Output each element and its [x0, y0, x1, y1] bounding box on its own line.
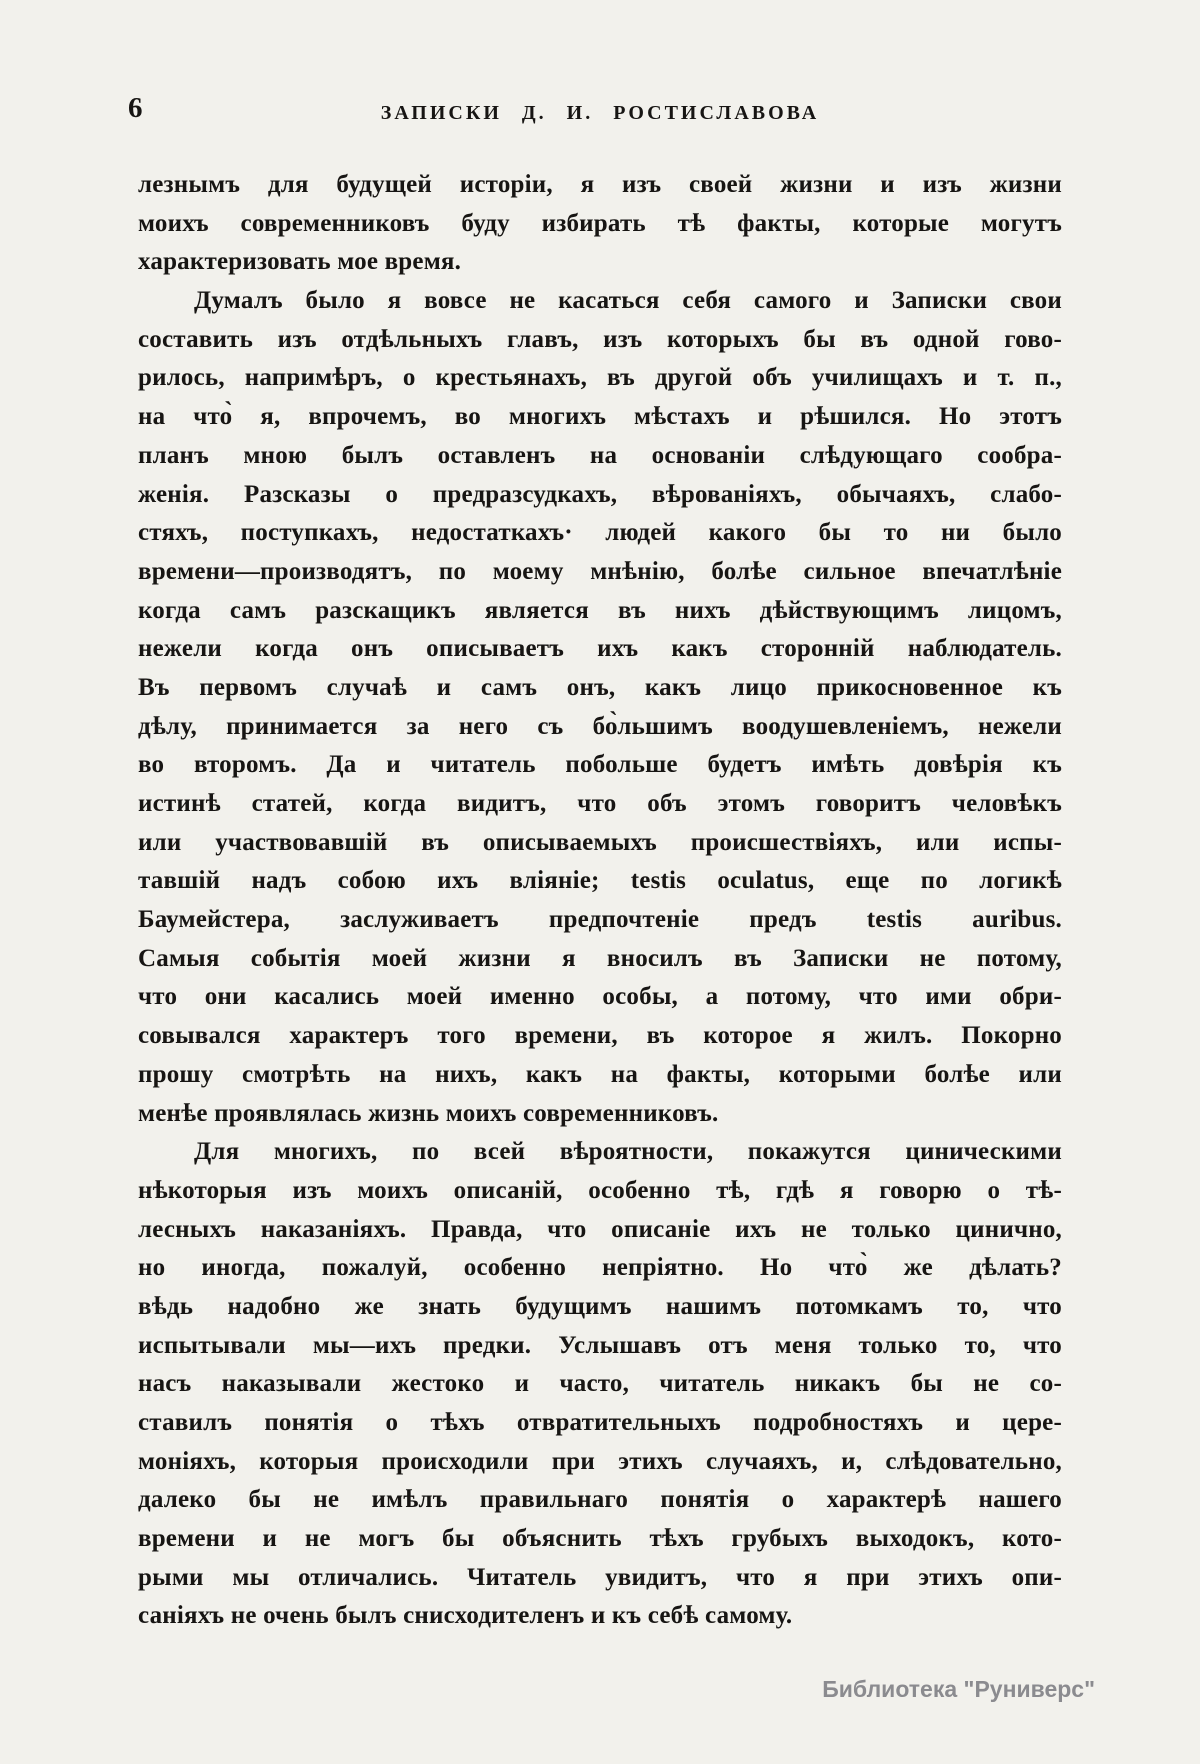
text-line: вѣдь надобно же знать будущимъ нашимъ потомкамъ то, что	[138, 1292, 1062, 1320]
text-line: дѣлу, принимается за него съ бо̀льшимъ воодушевленіемъ, нежели	[138, 712, 1062, 740]
text-line: во второмъ. Да и читатель побольше будетъ имѣть довѣрія къ	[138, 751, 1062, 779]
text-line: рилось, напримѣръ, о крестьянахъ, въ другой объ училищахъ и т. п.,	[138, 364, 1062, 392]
text-line: менѣе проявлялась жизнь моихъ современниковъ.	[138, 1099, 719, 1127]
text-line: прошу смотрѣть на нихъ, какъ на факты, которыми болѣе или	[138, 1060, 1062, 1088]
text-line: моихъ современниковъ буду избирать тѣ факты, которые могутъ	[138, 209, 1062, 237]
text-line: совывался характеръ того времени, въ которое я жилъ. Покорно	[138, 1022, 1062, 1050]
text-line: времени—производятъ, по моему мнѣнію, болѣе сильное впечатлѣніе	[138, 557, 1062, 585]
text-line: стяхъ, поступкахъ, недостаткахъ· людей какого бы то ни было	[138, 519, 1062, 547]
text-line: далеко бы не имѣлъ правильнаго понятія о характерѣ нашего	[138, 1486, 1062, 1514]
text-line: когда самъ разскащикъ является въ нихъ дѣйствующимъ лицомъ,	[138, 596, 1062, 624]
text-line: характеризовать мое время.	[138, 248, 462, 276]
text-line: на что̀ я, впрочемъ, во многихъ мѣстахъ и рѣшился. Но этотъ	[138, 403, 1062, 431]
text-line: саніяхъ не очень былъ снисходителенъ и къ себѣ самому.	[138, 1602, 793, 1630]
text-line: что они касались моей именно особы, а потому, что ими обри-	[138, 983, 1062, 1011]
text-line: Въ первомъ случаѣ и самъ онъ, какъ лицо прикосновенное къ	[138, 673, 1062, 701]
text-line: нежели когда онъ описываетъ ихъ какъ сторонній наблюдатель.	[138, 635, 1062, 663]
text-line: рыми мы отличались. Читатель увидитъ, что я при этихъ опи-	[138, 1563, 1062, 1591]
text-line: Думалъ было я вовсе не касаться себя самого и Записки свои	[194, 287, 1062, 315]
text-line: или участвовавшій въ описываемыхъ происшествіяхъ, или испы-	[138, 828, 1062, 856]
text-line: тавшій надъ собою ихъ вліяніе; testis oculatus, еще по логикѣ	[138, 867, 1062, 895]
text-line: Для многихъ, по всей вѣроятности, покажутся циническими	[194, 1138, 1062, 1166]
text-line: нѣкоторыя изъ моихъ описаній, особенно тѣ, гдѣ я говорю о тѣ-	[138, 1176, 1062, 1204]
text-line: моніяхъ, которыя происходили при этихъ случаяхъ, и, слѣдовательно,	[138, 1447, 1062, 1475]
page-number: 6	[128, 92, 143, 124]
text-line: насъ наказывали жестоко и часто, читатель никакъ бы не со-	[138, 1370, 1062, 1398]
text-line: но иногда, пожалуй, особенно непріятно. Но что̀ же дѣлать?	[138, 1254, 1062, 1282]
text-line: лезнымъ для будущей исторіи, я изъ своей жизни и изъ жизни	[138, 171, 1062, 198]
body-text	[138, 166, 1062, 1636]
text-line: женія. Разсказы о предразсудкахъ, вѣрованіяхъ, обычаяхъ, слабо-	[138, 480, 1062, 508]
text-line: истинѣ статей, когда видитъ, что объ этомъ говоритъ человѣкъ	[138, 790, 1062, 817]
text-line: составить изъ отдѣльныхъ главъ, изъ которыхъ бы въ одной гово-	[138, 325, 1062, 353]
text-line: Самыя событія моей жизни я вносилъ въ Записки не потому,	[138, 944, 1062, 972]
text-line: времени и не могъ бы объяснить тѣхъ грубыхъ выходокъ, кото-	[138, 1525, 1062, 1553]
text-line: ставилъ понятія о тѣхъ отвратительныхъ подробностяхъ и цере-	[138, 1409, 1062, 1436]
text-line: испытывали мы—ихъ предки. Услышавъ отъ меня только то, что	[138, 1331, 1062, 1359]
library-watermark: Библиотека "Руниверс"	[822, 1676, 1095, 1702]
text-line: лесныхъ наказаніяхъ. Правда, что описаніе ихъ не только цинично,	[138, 1215, 1062, 1243]
running-header: ЗАПИСКИ Д. И. РОСТИСЛАВОВА	[380, 102, 820, 124]
text-line: планъ мною былъ оставленъ на основаніи слѣдующаго сообра-	[138, 441, 1062, 469]
text-line: Баумейстера, заслуживаетъ предпочтеніе предъ testis auribus.	[138, 906, 1062, 934]
